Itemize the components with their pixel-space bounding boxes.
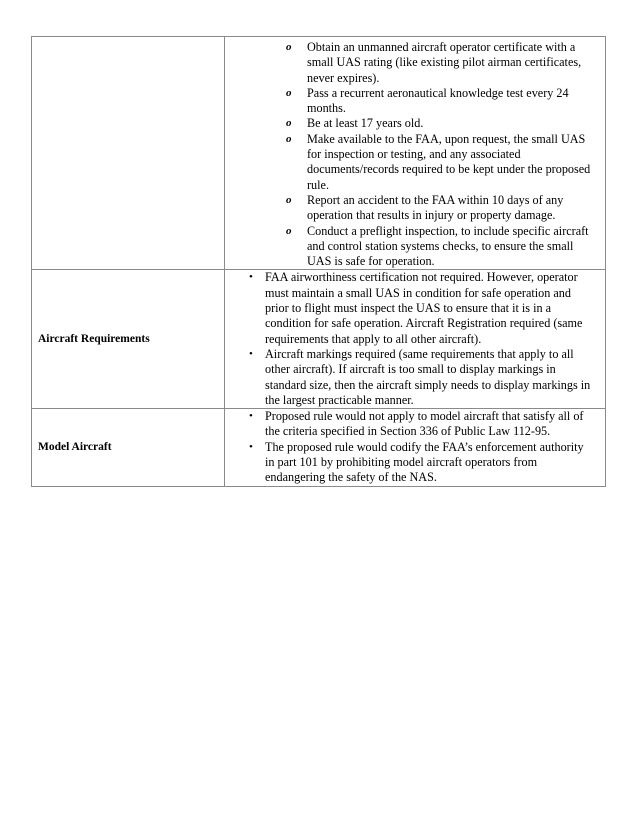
list-item: [249, 270, 595, 346]
bullet-list: [225, 270, 605, 408]
list-item-text: Make available to the FAA, upon request, the small UAS for inspection or testing, and any associated documents/records required to be kept under the proposed rule.: [307, 131, 591, 192]
list-item-text: FAA airworthiness certification not required. However, operator must maintain a small UAS in condition for safe operation and prior to flight must inspect the UAS to ensure that it is in a condition for safe operation. Aircraft Registration required (same requirements that apply to all other aircraft).: [265, 270, 583, 346]
list-item: [286, 192, 597, 224]
bullet-marker: •: [249, 440, 253, 453]
list-item: [249, 439, 595, 486]
list-item-text: The proposed rule would codify the FAA’s enforcement authority in part 101 by prohibiting model aircraft operators from endangering the safety of the NAS.: [265, 439, 584, 485]
sub-bullet-marker: o: [286, 132, 292, 145]
list-item: [286, 40, 597, 86]
row-content-aircraft-requirements: [225, 270, 606, 409]
list-item: [286, 223, 597, 270]
row-content-operator: [225, 37, 606, 270]
list-item-text: Proposed rule would not apply to model aircraft that satisfy all of the criteria specified in Section 336 of Public Law 112-95.: [265, 409, 584, 439]
list-item: [286, 116, 597, 131]
list-item-text: Report an accident to the FAA within 10 days of any operation that results in injury or property damage.: [307, 192, 564, 223]
bullet-marker: •: [249, 271, 253, 284]
list-item-text: Conduct a preflight inspection, to include specific aircraft and control station systems checks, to ensure the small UAS is safe for operation.: [307, 223, 589, 269]
row-label-aircraft-requirements: Aircraft Requirements: [32, 270, 225, 409]
table-row-aircraft-requirements: [32, 270, 606, 409]
sub-item-list: [225, 37, 605, 269]
list-item-text: Be at least 17 years old.: [307, 116, 424, 131]
list-item-text: Pass a recurrent aeronautical knowledge test every 24 months.: [307, 85, 569, 116]
list-item: [249, 346, 595, 408]
sub-bullet-marker: o: [286, 41, 292, 53]
requirements-table: [31, 36, 606, 487]
list-item: [286, 131, 597, 193]
bullet-marker: •: [249, 410, 253, 423]
list-item-text: Aircraft markings required (same requirements that apply to all other aircraft). If aircraft is too small to display markings in standard size, then the aircraft simply needs to display markings in the largest practicable manner.: [265, 346, 591, 407]
sub-bullet-marker: o: [286, 86, 292, 99]
row-content-model-aircraft: [225, 409, 606, 486]
list-item: [249, 409, 595, 440]
sub-bullet-marker: o: [286, 224, 292, 237]
table-row-operator-continued: [32, 37, 606, 270]
table-row-model-aircraft: [32, 409, 606, 486]
sub-bullet-marker: o: [286, 193, 292, 206]
bullet-list: [225, 409, 605, 485]
row-label-model-aircraft: Model Aircraft: [32, 409, 225, 486]
sub-bullet-marker: o: [286, 117, 292, 130]
row-label-empty: [32, 37, 225, 270]
bullet-marker: •: [249, 347, 253, 360]
list-item: [286, 85, 597, 117]
list-item-text: Obtain an unmanned aircraft operator certificate with a small UAS rating (like existing pilot airman certificates, never expires).: [307, 40, 582, 85]
